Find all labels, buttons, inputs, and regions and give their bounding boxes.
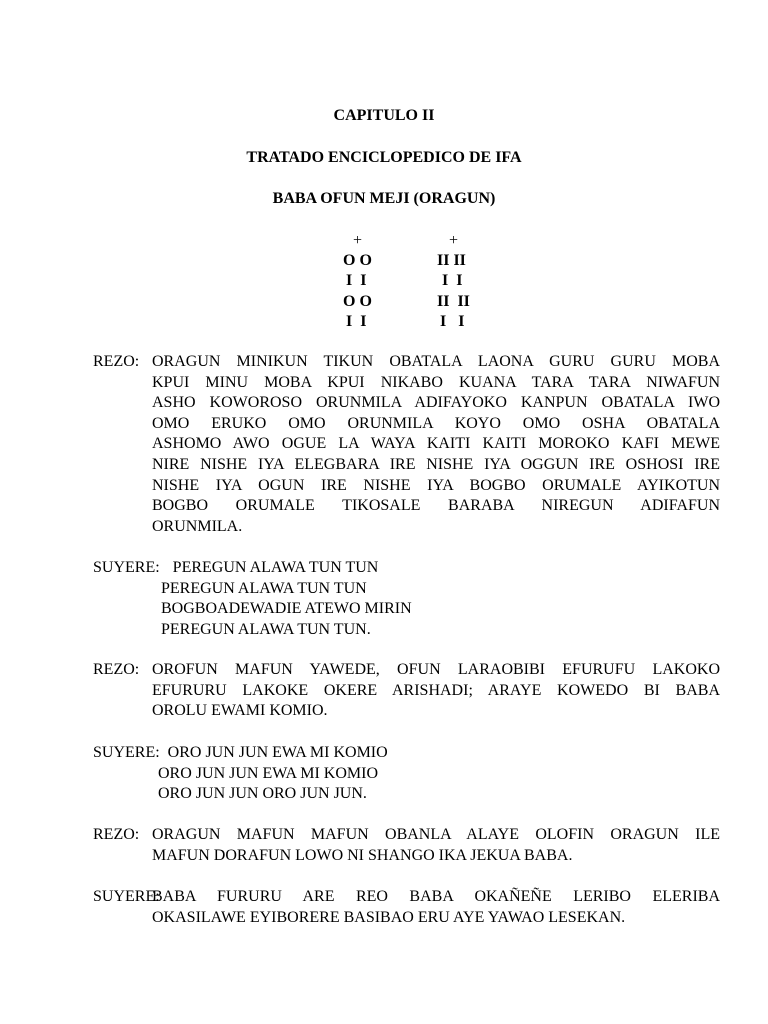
section-label: REZO: [93, 353, 140, 370]
sign-right-row: II II [437, 293, 470, 310]
song-line: PEREGUN ALAWA TUN TUN. [161, 620, 371, 638]
prayer-line: ASHOMO AWO OGUE LA WAYA KAITI KAITI MOROKO KAFI MEWE [152, 435, 720, 453]
sign-left-row: I I [346, 272, 367, 289]
prayer-line: ORUNMILA. [152, 517, 243, 535]
prayer-line: MAFUN DORAFUN LOWO NI SHANGO IKA JEKUA BABA. [152, 846, 573, 864]
sign-right-row: I I [440, 313, 465, 330]
section-label: REZO: [93, 826, 140, 843]
rezo-section [93, 352, 720, 537]
sign-left-row: I I [346, 313, 367, 330]
song-line: ORO JUN JUN ORO JUN JUN. [158, 785, 367, 803]
prayer-line: BOGBO ORUMALE TIKOSALE BARABA NIREGUN ADIFAFUN [152, 497, 720, 515]
odu-heading: BABA OFUN MEJI (ORAGUN) [272, 190, 496, 207]
song-line: BABA FURURU ARE REO BABA OKAÑEÑE LERIBO ELERIBA [152, 888, 720, 905]
sign-right-row: II II [437, 252, 466, 269]
prayer-line: ORAGUN MAFUN MAFUN OBANLA ALAYE OLOFIN ORAGUN ILE [152, 826, 720, 843]
prayer-line: NISHE IYA OGUN IRE NISHE IYA BOGBO ORUMALE AYIKOTUN [152, 476, 720, 494]
suyere-section [93, 743, 388, 805]
song-line: BOGBOADEWADIE ATEWO MIRIN [161, 600, 412, 618]
section-label: SUYERE: [93, 559, 160, 576]
prayer-line: ASHO KOWOROSO ORUNMILA ADIFAYOKO KANPUN OBATALA IWO [152, 394, 720, 412]
section-label: SUYERE: [93, 888, 160, 905]
prayer-line: NIRE NISHE IYA ELEGBARA IRE NISHE IYA OGGUN IRE OSHOSI IRE [152, 455, 720, 473]
prayer-line: OMO ERUKO OMO ORUNMILA KOYO OMO OSHA OBATALA [152, 414, 720, 432]
sign-right-row: I I [442, 272, 463, 289]
section-label: SUYERE: [93, 744, 160, 761]
sign-left-plus: + [353, 232, 363, 249]
prayer-line: ORAGUN MINIKUN TIKUN OBATALA LAONA GURU GURU MOBA [152, 353, 720, 370]
song-line: ORO JUN JUN EWA MI KOMIO [167, 744, 388, 761]
sign-right-plus: + [449, 232, 459, 249]
section-label: REZO: [93, 661, 140, 678]
prayer-line: OROLU EWAMI KOMIO. [152, 702, 328, 720]
suyere-section [93, 887, 720, 928]
prayer-line: KPUI MINU MOBA KPUI NIKABO KUANA TARA TARA NIWAFUN [152, 373, 720, 391]
sign-left-row: O O [343, 252, 372, 269]
prayer-line: EFURURU LAKOKE OKERE ARISHADI; ARAYE KOWEDO BI BABA [152, 681, 720, 699]
rezo-section [93, 660, 720, 722]
sign-left-row: O O [343, 293, 372, 310]
song-line: PEREGUN ALAWA TUN TUN [161, 579, 367, 597]
song-line: PEREGUN ALAWA TUN TUN [172, 559, 379, 576]
chapter-heading: CAPITULO II [333, 107, 435, 124]
treatise-heading: TRATADO ENCICLOPEDICO DE IFA [246, 149, 522, 166]
song-line: ORO JUN JUN EWA MI KOMIO [158, 764, 378, 782]
prayer-line: OROFUN MAFUN YAWEDE, OFUN LARAOBIBI EFURUFU LAKOKO [152, 661, 720, 678]
rezo-section [93, 825, 720, 866]
song-line: OKASILAWE EYIBORERE BASIBAO ERU AYE YAWAO LESEKAN. [152, 908, 626, 926]
suyere-section [93, 558, 412, 640]
